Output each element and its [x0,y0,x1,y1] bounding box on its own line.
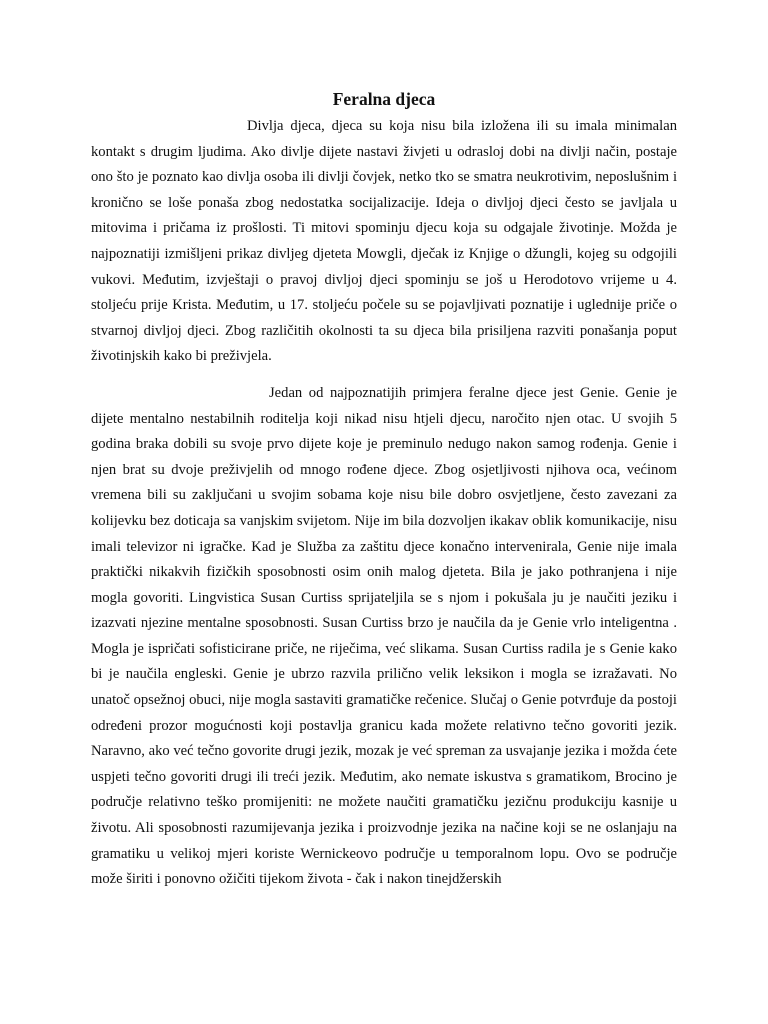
paragraph-genie: Jedan od najpoznatijih primjera feralne djece jest Genie. Genie je dijete mentalno nestabilnih roditelja koji nikad nisu htjeli djecu, naročito njen otac. U svojih 5 godina braka dobili su svoje prvo dijete koje je preminulo nedugo nakon samog rođenja. Genie i njen brat su dvoje preživjelih od mnogo rođene djece. Zbog osjetljivosti njihova oca, većinom vremena bili su zaključani u svojim sobama koje nisu bile dobro osvjetljene, često zavezani za kolijevku bez doticaja sa vanjskim svijetom. Nije im bila dozvoljen ikakav oblik komunikacije, nisu imali televizor ni igračke. Kad je Služba za zaštitu djece konačno intervenirala, Genie nije imala praktički nikakvih fizičkih sposobnosti osim onih malog djeteta. Bila je jako pothranjena i nije mogla govoriti. Lingvistica Susan Curtiss sprijateljila se s njom i pokušala ju je naučiti jeziku i izazvati njezine mentalne sposobnosti. Susan Curtiss brzo je naučila da je Genie vrlo inteligentna . Mogla je ispričati sofisticirane priče, ne riječima, već slikama. Susan Curtiss radila je s Genie kako bi je naučila engleski. Genie je ubrzo razvila prilično velik leksikon i mogla se izražavati. No unatoč opsežnoj obuci, nije mogla sastaviti gramatičke rečenice. Slučaj o Genie potvrđuje da postoji određeni prozor mogućnosti koji postavlja granicu kada možete relativno tečno govoriti jezik. Naravno, ako već tečno govorite drugi jezik, mozak je već spreman za usvajanje jezika i možda ćete uspjeti tečno govoriti drugi ili treći jezik. Međutim, ako nemate iskustva s gramatikom, Brocino je područje relativno teško promijeniti: ne možete naučiti gramatičku jezičnu produkciju kasnije u životu. Ali sposobnosti razumijevanja jezika i proizvodnje jezika na načine koji se ne oslanjaju na gramatiku u velikoj mjeri koriste Wernickeovo područje u temporalnom lopu. Ovo se područje može širiti i ponovno ožičiti tijekom života - čak i nakon tinejdžerskih [91,384,677,888]
paragraph-intro: Divlja djeca, djeca su koja nisu bila izložena ili su imala minimalan kontakt s drugim ljudima. Ako divlje dijete nastavi živjeti u odrasloj dobi na divlji način, postaje ono što je poznato kao divlja osoba ili divlji čovjek, netko tko se smatra neukrotivim, neposlušnim i kronično se loše ponaša zbog nedostatka socijalizacije. Ideja o divljoj djeci često se javljala u mitovima i pričama iz prošlosti. Ti mitovi spominju djecu koja su odgajale životinje. Možda je najpoznatiji izmišljeni prikaz divljeg djeteta Mowgli, dječak iz Knjige o džungli, kojeg su odgojili vukovi. Međutim, izvještaji o pravoj divljoj djeci spominju se još u Herodotovo vrijeme u 4. stoljeću prije Krista. Međutim, u 17. stoljeću počele su se pojavljivati poznatije i uglednije priče o stvarnoj divljoj djeci. Zbog različitih okolnosti ta su djeca bila prisiljena razviti ponašanja poput životinjskih kako bi preživjela. [91,118,677,365]
document-page [91,86,677,893]
document-title: Feralna djeca [332,89,436,109]
